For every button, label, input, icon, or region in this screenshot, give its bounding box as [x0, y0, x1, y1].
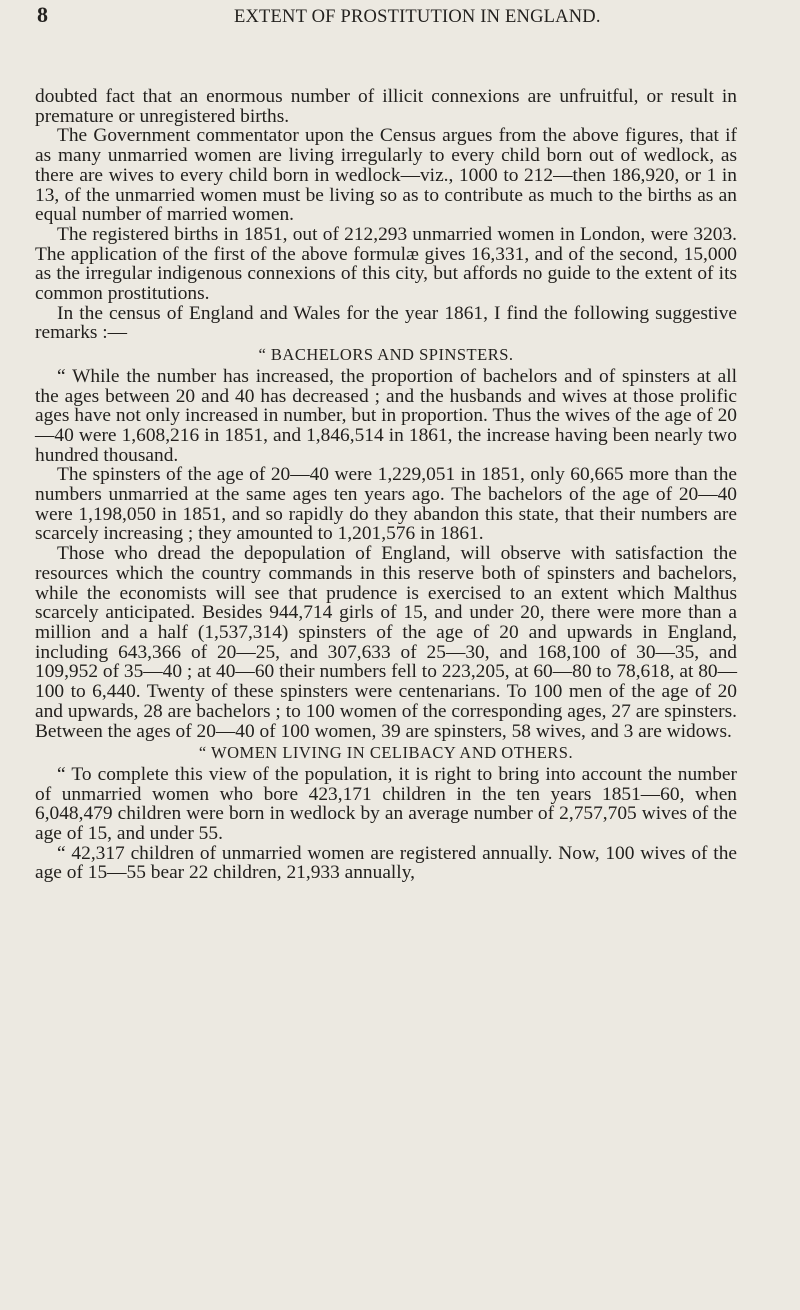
page-number: 8	[37, 2, 48, 27]
section-heading-women-living-in-celibacy: “ WOMEN LIVING IN CELIBACY AND OTHERS.	[198, 743, 574, 763]
paragraph: In the census of England and Wales for the year 1861, I find the following suggestive remarks :—	[35, 302, 737, 344]
paragraph: “ To complete this view of the population, it is right to bring into account the number of unmarried women who bore 423,171 children in the ten years 1851—60, when 6,048,479 children were born in wedlock by an average number of 2,757,705 wives of the age of 15, and under 55.	[35, 763, 737, 845]
paragraph: “ While the number has increased, the proportion of bachelors and of spinsters at all the ages between 20 and 40 has decreased ; and the husbands and wives at those prolific ages have not only increased in number, but in proportion. Thus the wives of the age of 20—40 were 1,608,216 in 1851, and 1,846,514 in 1861, the increase having been nearly two hundred thousand.	[35, 365, 737, 466]
running-head	[35, 0, 735, 44]
paragraph-continuation: doubted fact that an enormous number of illicit connexions are unfruitful, or result in premature or unregistered births.	[35, 86, 737, 127]
section-heading-bachelors-and-spinsters: “ BACHELORS AND SPINSTERS.	[258, 345, 514, 365]
running-title: EXTENT OF PROSTITUTION IN ENGLAND.	[234, 7, 601, 27]
paragraph: “ 42,317 children of unmarried women are registered annually. Now, 100 wives of the age of 15—55 bear 22 children, 21,933 annually,	[35, 842, 737, 884]
body-text	[35, 87, 737, 883]
paragraph: The spinsters of the age of 20—40 were 1,229,051 in 1851, only 60,665 more than the numbers unmarried at the same ages ten years ago. The bachelors of the age of 20—40 were 1,198,050 in 1851, and so rapidly do they abandon this state, that their numbers are scarcely increasing ; they amounted to 1,201,576 in 1861.	[35, 464, 737, 545]
paragraph: Those who dread the depopulation of England, will observe with satisfaction the resources which the country commands in this reserve both of spinsters and bachelors, while the economists will see that prudence is exercised to an extent which Malthus scarcely anticipated. Besides 944,714 girls of 15, and under 20, there were more than a million and a half (1,537,314) spinsters of the age of 20 and upwards in England, including 643,366 of 20—25, and 307,633 of 25—30, and 168,100 of 30—35, and 109,952 of 35—40 ; at 40—60 their numbers fell to 223,205, at 60—80 to 78,618, at 80—100 to 6,440. Twenty of these spinsters were centenarians. To 100 men of the age of 20 and upwards, 28 are bachelors ; to 100 women of the corresponding ages, 27 are spinsters. Between the ages of 20—40 of 100 women, 39 are spinsters, 58 wives, and 3 are widows.	[35, 543, 737, 742]
paragraph: The Government commentator upon the Census argues from the above figures, that if as many unmarried women are living irregularly to every child born out of wedlock, as there are wives to every child born in wedlock—viz., 1000 to 212—then 186,920, or 1 in 13, of the unmarried women must be living so as to contribute as much to the births as an equal number of married women.	[35, 125, 737, 226]
paragraph: The registered births in 1851, out of 212,293 unmarried women in London, were 3203. The application of the first of the above formulæ gives 16,331, and of the second, 15,000 as the irregular indigenous connexions of this city, but affords no guide to the extent of its common prostitutions.	[35, 223, 737, 305]
